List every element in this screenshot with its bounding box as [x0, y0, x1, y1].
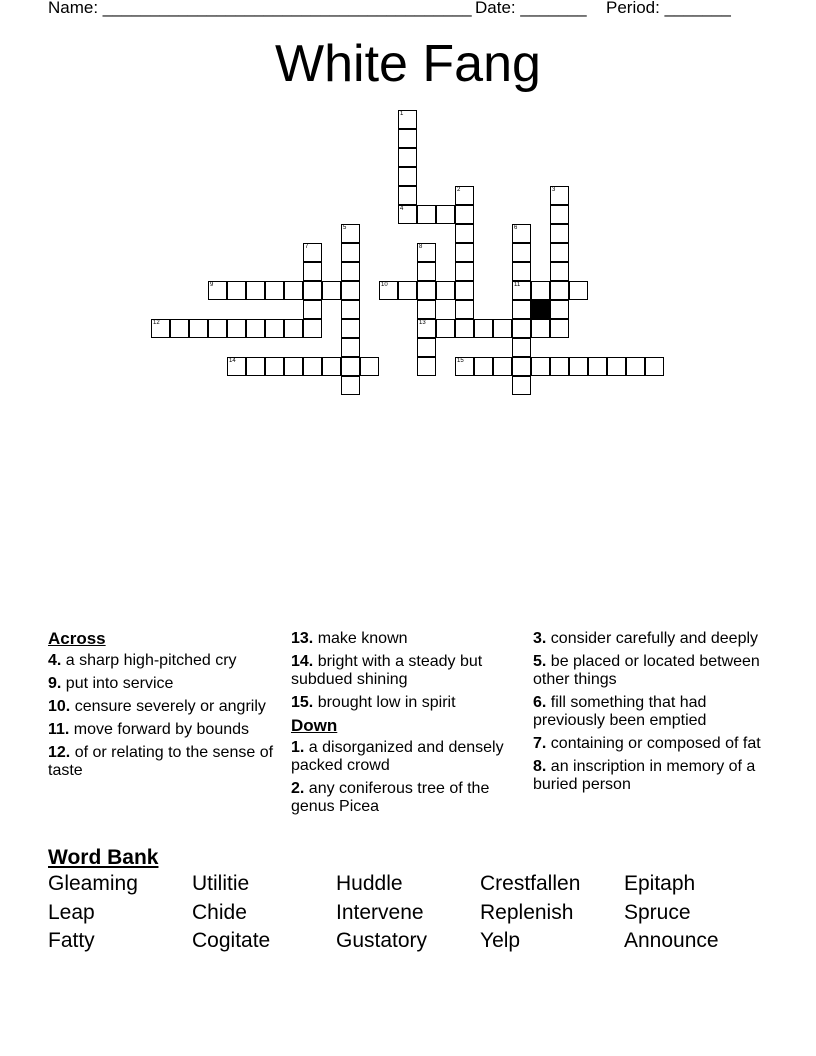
- clue-number: 8.: [533, 758, 547, 775]
- crossword-cell[interactable]: [341, 338, 360, 357]
- clue-text: containing or composed of fat: [546, 735, 761, 752]
- crossword-cell[interactable]: [417, 281, 436, 300]
- word-bank-item: Crestfallen: [480, 872, 581, 895]
- crossword-cell[interactable]: [550, 224, 569, 243]
- crossword-cell[interactable]: [455, 224, 474, 243]
- clue-text: put into service: [61, 675, 174, 692]
- crossword-cell[interactable]: [493, 319, 512, 338]
- crossword-cell[interactable]: [436, 205, 455, 224]
- crossword-cell[interactable]: [265, 319, 284, 338]
- crossword-cell[interactable]: [531, 357, 550, 376]
- crossword-cell[interactable]: [208, 281, 227, 300]
- clue-number: 7.: [533, 735, 547, 752]
- crossword-cell[interactable]: [341, 281, 360, 300]
- clue-column-3: [533, 630, 763, 799]
- clue-item: [48, 698, 278, 716]
- word-bank-item: Yelp: [480, 929, 521, 952]
- crossword-cell[interactable]: [550, 243, 569, 262]
- clue-text: any coniferous tree of the genus Picea: [291, 780, 490, 815]
- word-bank-item: Cogitate: [192, 929, 271, 952]
- crossword-cell[interactable]: [246, 281, 265, 300]
- crossword-cell[interactable]: [550, 319, 569, 338]
- cell-number: 9: [210, 282, 214, 288]
- crossword-cell[interactable]: [303, 319, 322, 338]
- crossword-cell[interactable]: [550, 186, 569, 205]
- page-title: White Fang: [275, 35, 541, 93]
- crossword-cell[interactable]: [227, 319, 246, 338]
- word-bank-item: Announce: [624, 929, 719, 952]
- crossword-cell[interactable]: [341, 243, 360, 262]
- clue-item: [48, 721, 278, 739]
- clue-item: [533, 630, 763, 648]
- clue-number: 5.: [533, 653, 547, 670]
- clue-text: be placed or located between other things: [533, 653, 760, 688]
- cell-number: 12: [153, 320, 160, 326]
- cell-number: 8: [419, 244, 423, 250]
- crossword-cell[interactable]: [569, 281, 588, 300]
- crossword-cell[interactable]: [322, 357, 341, 376]
- crossword-cell[interactable]: [303, 243, 322, 262]
- cell-number: 11: [514, 282, 521, 288]
- crossword-cell[interactable]: [341, 262, 360, 281]
- crossword-cell[interactable]: [246, 319, 265, 338]
- cell-number: 5: [343, 225, 347, 231]
- clue-number: 12.: [48, 744, 71, 761]
- clue-item: [291, 630, 526, 648]
- clue-text: bright with a steady but subdued shining: [291, 653, 483, 688]
- crossword-cell[interactable]: [626, 357, 645, 376]
- cell-number: 7: [305, 244, 309, 250]
- clue-item: [291, 653, 526, 689]
- crossword-cell[interactable]: [284, 357, 303, 376]
- name-field[interactable]: Name: _______________________________________: [48, 0, 472, 17]
- crossword-cell[interactable]: [417, 319, 436, 338]
- crossword-cell[interactable]: [645, 357, 664, 376]
- crossword-cell[interactable]: [303, 262, 322, 281]
- crossword-cell[interactable]: [170, 319, 189, 338]
- crossword-cell[interactable]: [512, 376, 531, 395]
- crossword-cell[interactable]: [569, 357, 588, 376]
- cell-number: 13: [419, 320, 426, 326]
- clue-item: [533, 735, 763, 753]
- clue-column-1: [48, 630, 278, 785]
- crossword-cell[interactable]: [531, 319, 550, 338]
- clue-item: [533, 758, 763, 794]
- crossword-cell[interactable]: [360, 357, 379, 376]
- crossword-cell[interactable]: [550, 357, 569, 376]
- crossword-cell[interactable]: [398, 167, 417, 186]
- crossword-cell[interactable]: [512, 281, 531, 300]
- cell-number: 4: [400, 206, 404, 212]
- clue-number: 10.: [48, 698, 71, 715]
- crossword-cell[interactable]: [512, 319, 531, 338]
- word-bank-title: Word Bank: [48, 846, 159, 869]
- crossword-cell[interactable]: [474, 357, 493, 376]
- clue-number: 6.: [533, 694, 547, 711]
- clue-number: 3.: [533, 630, 547, 647]
- word-bank-item: Leap: [48, 901, 95, 924]
- crossword-cell[interactable]: [341, 357, 360, 376]
- crossword-cell[interactable]: [341, 319, 360, 338]
- word-bank-item: Intervene: [336, 901, 424, 924]
- crossword-cell[interactable]: [398, 205, 417, 224]
- crossword-cell[interactable]: [303, 281, 322, 300]
- word-bank-item: Huddle: [336, 872, 403, 895]
- clue-number: 11.: [48, 721, 70, 738]
- clue-text: an inscription in memory of a buried person: [533, 758, 756, 793]
- crossword-cell[interactable]: [398, 281, 417, 300]
- clue-text: move forward by bounds: [69, 721, 250, 738]
- cell-number: 10: [381, 282, 388, 288]
- date-field[interactable]: Date: _______: [475, 0, 587, 17]
- crossword-cell[interactable]: [512, 224, 531, 243]
- crossword-cell[interactable]: [208, 319, 227, 338]
- cell-number: 6: [514, 225, 518, 231]
- crossword-cell[interactable]: [588, 357, 607, 376]
- crossword-cell[interactable]: [398, 129, 417, 148]
- word-bank-item: Replenish: [480, 901, 574, 924]
- crossword-cell[interactable]: [550, 262, 569, 281]
- crossword-cell[interactable]: [303, 300, 322, 319]
- clue-column-2: [291, 630, 526, 821]
- cell-number: 1: [400, 111, 404, 117]
- crossword-cell[interactable]: [417, 338, 436, 357]
- crossword-cell[interactable]: [246, 357, 265, 376]
- crossword-cell[interactable]: [322, 281, 341, 300]
- clue-item: [48, 744, 278, 780]
- crossword-cell[interactable]: [436, 281, 455, 300]
- clue-item: [533, 694, 763, 730]
- crossword-cell[interactable]: [417, 205, 436, 224]
- crossword-cell[interactable]: [550, 205, 569, 224]
- crossword-cell[interactable]: [455, 281, 474, 300]
- crossword-cell[interactable]: [436, 319, 455, 338]
- cell-number: 14: [229, 358, 236, 364]
- crossword-cell[interactable]: [151, 319, 170, 338]
- clue-text: consider carefully and deeply: [546, 630, 759, 647]
- crossword-block: [531, 300, 550, 319]
- crossword-cell[interactable]: [550, 300, 569, 319]
- crossword-cell[interactable]: [341, 376, 360, 395]
- crossword-cell[interactable]: [493, 357, 512, 376]
- word-bank-item: Chide: [192, 901, 247, 924]
- clue-number: 2.: [291, 780, 305, 797]
- crossword-cell[interactable]: [227, 281, 246, 300]
- crossword-cell[interactable]: [531, 281, 550, 300]
- crossword-cell[interactable]: [455, 262, 474, 281]
- crossword-cell[interactable]: [341, 224, 360, 243]
- crossword-cell[interactable]: [474, 319, 493, 338]
- clue-text: brought low in spirit: [313, 694, 456, 711]
- crossword-cell[interactable]: [417, 243, 436, 262]
- crossword-cell[interactable]: [284, 319, 303, 338]
- clue-number: 9.: [48, 675, 62, 692]
- across-heading: Across: [48, 629, 106, 648]
- clue-text: make known: [313, 630, 408, 647]
- crossword-cell[interactable]: [607, 357, 626, 376]
- crossword-cell[interactable]: [455, 205, 474, 224]
- clue-number: 14.: [291, 653, 314, 670]
- crossword-grid: [0, 0, 816, 420]
- crossword-cell[interactable]: [550, 281, 569, 300]
- clue-text: censure severely or angrily: [70, 698, 266, 715]
- crossword-cell[interactable]: [379, 281, 398, 300]
- crossword-cell[interactable]: [417, 300, 436, 319]
- clue-item: [291, 780, 526, 816]
- crossword-cell[interactable]: [455, 357, 474, 376]
- clue-text: fill something that had previously been emptied: [533, 694, 707, 729]
- crossword-cell[interactable]: [455, 319, 474, 338]
- clue-item: [291, 739, 526, 775]
- clue-number: 13.: [291, 630, 314, 647]
- crossword-cell[interactable]: [512, 357, 531, 376]
- clue-text: of or relating to the sense of taste: [48, 744, 274, 779]
- word-bank-item: Gustatory: [336, 929, 428, 952]
- crossword-cell[interactable]: [398, 186, 417, 205]
- crossword-cell[interactable]: [512, 243, 531, 262]
- word-bank-item: Spruce: [624, 901, 691, 924]
- clue-text: a disorganized and densely packed crowd: [291, 739, 504, 774]
- period-field[interactable]: Period: _______: [606, 0, 731, 17]
- crossword-cell[interactable]: [341, 300, 360, 319]
- word-bank-item: Gleaming: [48, 872, 138, 895]
- clue-number: 4.: [48, 652, 62, 669]
- crossword-cell[interactable]: [398, 110, 417, 129]
- crossword-cell[interactable]: [512, 338, 531, 357]
- cell-number: 15: [457, 358, 464, 364]
- crossword-cell[interactable]: [455, 300, 474, 319]
- crossword-cell[interactable]: [303, 357, 322, 376]
- clue-item: [48, 652, 278, 670]
- crossword-cell[interactable]: [189, 319, 208, 338]
- crossword-cell[interactable]: [265, 357, 284, 376]
- clue-item: [533, 653, 763, 689]
- clue-number: 15.: [291, 694, 314, 711]
- crossword-cell[interactable]: [512, 300, 531, 319]
- crossword-cell[interactable]: [512, 262, 531, 281]
- crossword-cell[interactable]: [455, 243, 474, 262]
- crossword-cell[interactable]: [398, 148, 417, 167]
- crossword-cell[interactable]: [284, 281, 303, 300]
- word-bank-item: Utilitie: [192, 872, 250, 895]
- cell-number: 3: [552, 187, 556, 193]
- word-bank-item: Epitaph: [624, 872, 696, 895]
- cell-number: 2: [457, 187, 461, 193]
- crossword-cell[interactable]: [227, 357, 246, 376]
- clue-item: [291, 694, 526, 712]
- crossword-cell[interactable]: [417, 357, 436, 376]
- crossword-cell[interactable]: [265, 281, 284, 300]
- crossword-cell[interactable]: [417, 262, 436, 281]
- crossword-cell[interactable]: [455, 186, 474, 205]
- clue-text: a sharp high-pitched cry: [61, 652, 237, 669]
- clue-item: [48, 675, 278, 693]
- word-bank-item: Fatty: [48, 929, 95, 952]
- down-heading: Down: [291, 716, 338, 735]
- clue-number: 1.: [291, 739, 305, 756]
